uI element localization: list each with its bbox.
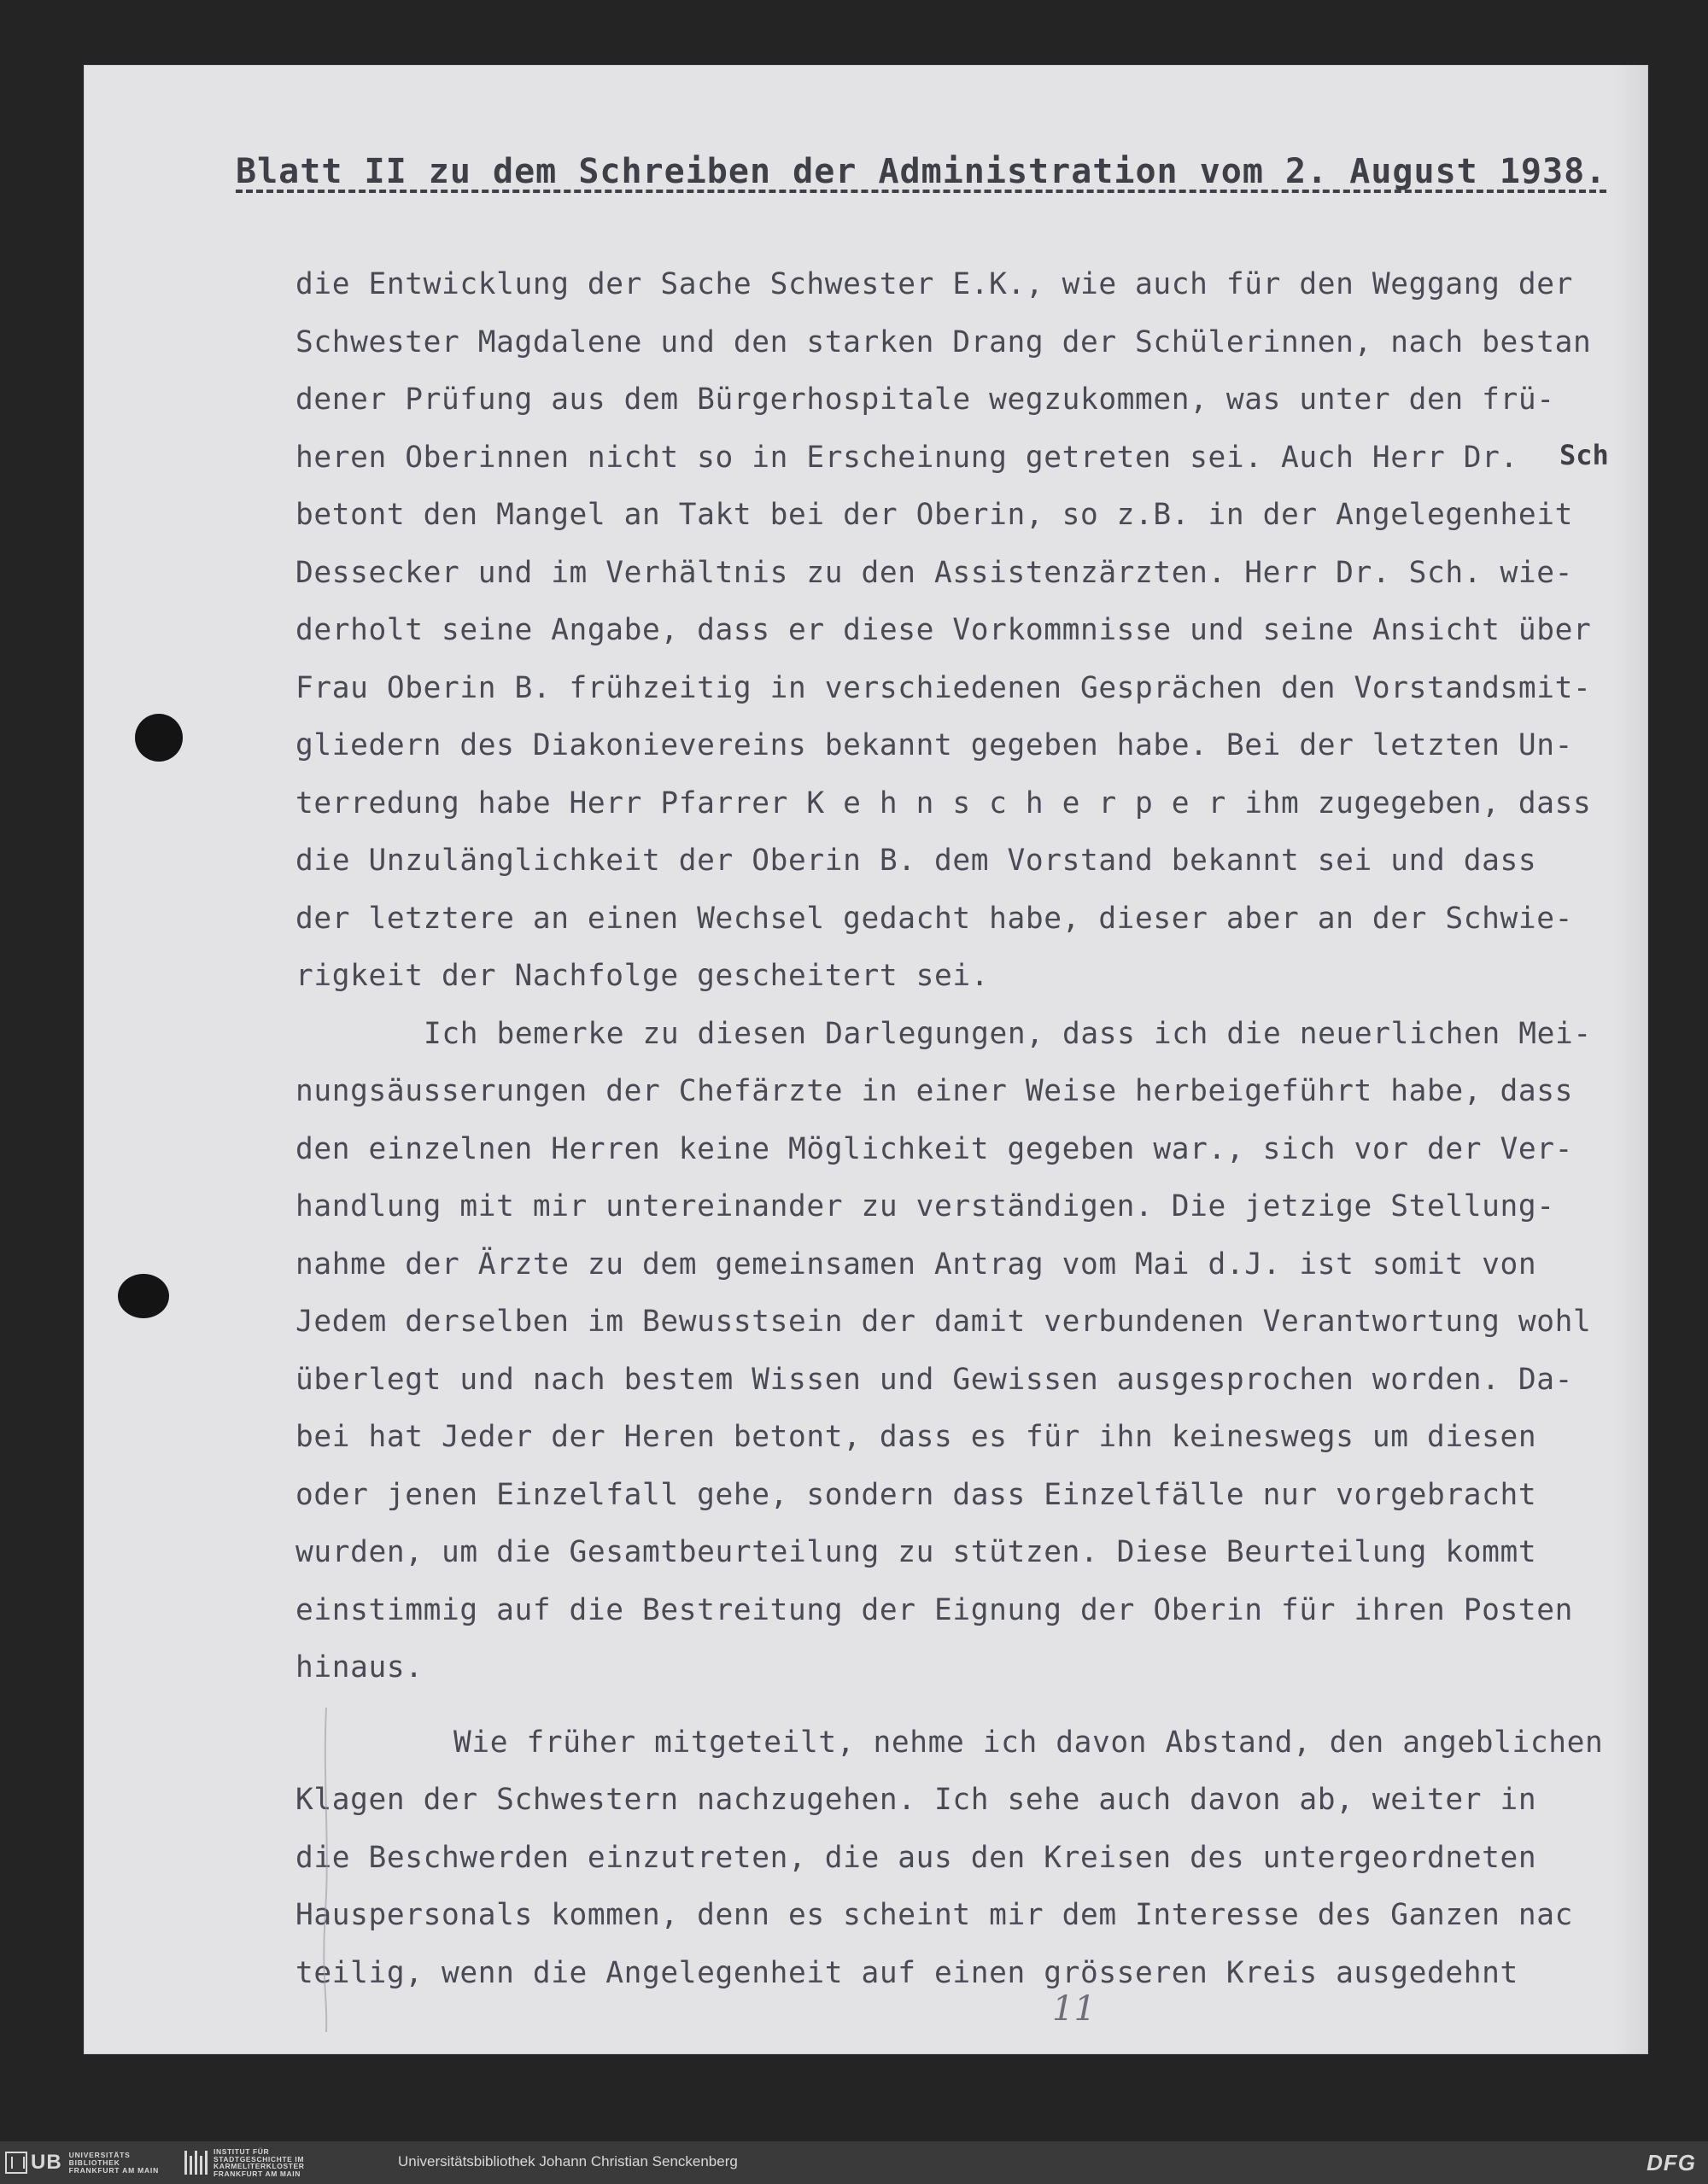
text-line: gliedern des Diakonievereins bekannt gegeben habe. Bei der letzten Un- — [295, 728, 1573, 762]
ub-logo[interactable] — [5, 2150, 172, 2175]
dfg-logo[interactable]: DFG — [1647, 2150, 1696, 2175]
ub-logo-letters: UB — [31, 2151, 62, 2174]
text-line: nahme der Ärzte zu dem gemeinsamen Antrag vom Mai d.J. ist somit von — [295, 1247, 1537, 1282]
ub-logo-icon — [5, 2152, 27, 2174]
text-line: Hauspersonals kommen, denn es scheint mir dem Interesse des Ganzen nac — [295, 1898, 1573, 1932]
text-line: wurden, um die Gesamtbeurteilung zu stützen. Diese Beurteilung kommt — [295, 1535, 1537, 1569]
viewer-footer — [0, 2141, 1708, 2184]
text-line: Wie früher mitgeteilt, nehme ich davon Abstand, den angeblichen — [453, 1725, 1604, 1760]
punch-hole-top — [135, 714, 183, 762]
text-line: dener Prüfung aus dem Bürgerhospitale wegzukommen, was unter den frü- — [295, 382, 1555, 417]
document-header: Blatt II zu dem Schreiben der Administration vom 2. August 1938. — [236, 152, 1607, 191]
text-line: bei hat Jeder der Heren betont, dass es für ihn keineswegs um diesen — [295, 1420, 1537, 1454]
text-line: rigkeit der Nachfolge gescheitert sei. — [295, 959, 990, 993]
document-body — [295, 256, 1628, 2002]
isg-logo-text: INSTITUT FÜR STADTGESCHICHTE IM KARMELITERKLOSTER FRANKFURT AM MAIN — [214, 2147, 305, 2178]
text-line: der letztere an einen Wechsel gedacht habe, dieser aber an der Schwie- — [295, 901, 1573, 936]
text-line: Jedem derselben im Bewusstsein der damit verbundenen Verantwortung wohl — [295, 1305, 1592, 1339]
text-line: überlegt und nach bestem Wissen und Gewissen ausgesprochen worden. Da- — [295, 1362, 1573, 1397]
text-line: die Entwicklung der Sache Schwester E.K., wie auch für den Weggang der — [295, 267, 1573, 301]
text-line: Klagen der Schwestern nachzugehen. Ich sehe auch davon ab, weiter in — [295, 1783, 1537, 1817]
paragraph-1 — [295, 256, 1628, 1006]
text-line: terredung habe Herr Pfarrer K e h n s c h e r p e r ihm zugegeben, dass — [295, 785, 1592, 820]
text-line: Dessecker und im Verhältnis zu den Assistenzärzten. Herr Dr. Sch. wie- — [295, 555, 1573, 590]
paragraph-2 — [295, 1006, 1628, 1697]
text-line: Ich bemerke zu diesen Darlegungen, dass ich die neuerlichen Mei- — [424, 1016, 1592, 1051]
isg-logo[interactable] — [183, 2147, 342, 2178]
text-line: derholt seine Angabe, dass er diese Vorkommnisse und seine Ansicht über — [295, 613, 1592, 647]
ub-logo-text: UNIVERSITÄTS BIBLIOTHEK FRANKFURT AM MAIN — [68, 2150, 160, 2175]
paragraph-gap — [295, 1697, 1628, 1714]
pencil-margin-mark — [318, 1708, 335, 2032]
text-line: nungsäusserungen der Chefärzte in einer Weise herbeigeführt habe, dass — [295, 1074, 1573, 1108]
page-number: 11 — [1052, 1989, 1096, 2029]
text-line: die Beschwerden einzutreten, die aus den Kreisen des untergeordneten — [295, 1840, 1537, 1875]
text-line: Schwester Magdalene und den starken Drang der Schülerinnen, nach bestan — [295, 324, 1592, 359]
footer-library-title: Universitätsbibliothek Johann Christian Senckenberg — [398, 2153, 738, 2169]
text-line: die Unzulänglichkeit der Oberin B. dem Vorstand bekannt sei und dass — [295, 844, 1537, 878]
text-line: Frau Oberin B. frühzeitig in verschiedenen Gesprächen den Vorstandsmit- — [295, 670, 1592, 705]
paragraph-3 — [295, 1714, 1628, 2003]
text-line: oder jenen Einzelfall gehe, sondern dass Einzelfälle nur vorgebracht — [295, 1477, 1537, 1512]
punch-hole-bottom — [118, 1274, 169, 1318]
text-line: heren Oberinnen nicht so in Erscheinung getreten sei. Auch Herr Dr. — [295, 440, 1518, 475]
text-line: einstimmig auf die Bestreitung der Eignung der Oberin für ihren Posten — [295, 1592, 1573, 1627]
text-line: teilig, wenn die Angelegenheit auf einen grösseren Kreis ausgedehnt — [295, 1955, 1518, 1990]
margin-note: Sch — [1559, 439, 1609, 471]
text-line: betont den Mangel an Takt bei der Oberin, so z.B. in der Angelegenheit — [295, 498, 1573, 532]
text-line: handlung mit mir untereinander zu verständigen. Die jetzige Stellung- — [295, 1189, 1555, 1223]
isg-logo-icon — [183, 2151, 208, 2175]
text-line: den einzelnen Herren keine Möglichkeit gegeben war., sich vor der Ver- — [295, 1131, 1573, 1166]
text-line: hinaus. — [295, 1650, 424, 1685]
